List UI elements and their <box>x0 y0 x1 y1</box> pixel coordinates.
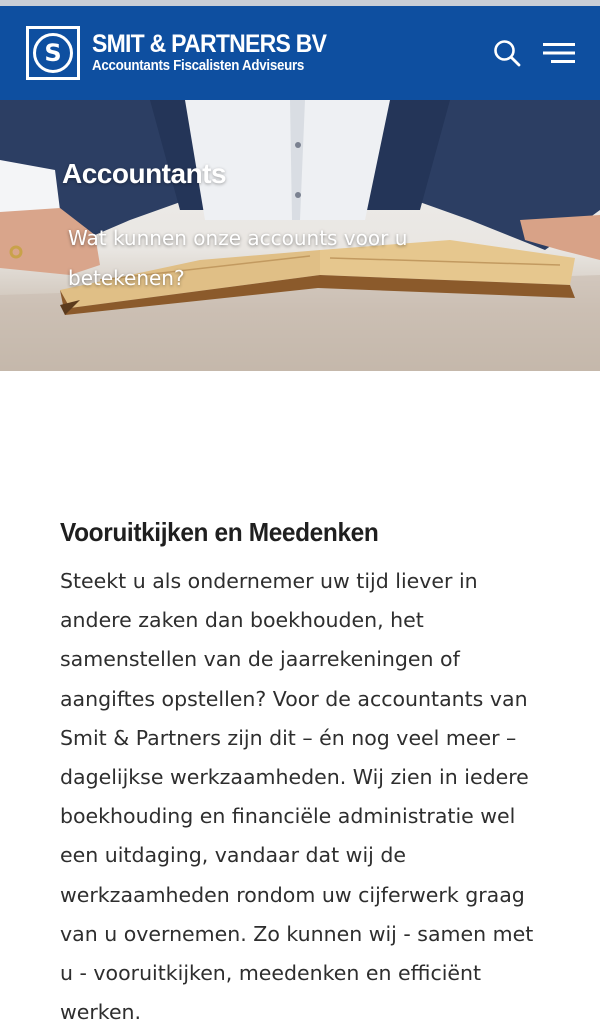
brand-text <box>92 31 347 75</box>
brand-tagline: Accountants Fiscalisten Adviseurs <box>92 58 305 74</box>
logo-letter: S <box>33 33 73 73</box>
search-button[interactable] <box>490 36 524 70</box>
site-header <box>0 6 600 100</box>
hero-banner <box>0 100 600 371</box>
logo-icon <box>26 26 80 80</box>
section-heading: Vooruitkijken en Meedenken <box>60 517 379 547</box>
main-content <box>0 371 600 1032</box>
menu-button[interactable] <box>542 36 576 70</box>
page-title: Accountants <box>62 158 227 189</box>
search-icon <box>493 39 521 67</box>
hamburger-menu-icon <box>543 41 575 65</box>
header-actions <box>490 36 576 70</box>
page-subtitle: Wat kunnen onze accounts voor u betekenen? <box>68 226 408 290</box>
section-body: Steekt u als ondernemer uw tijd liever in andere zaken dan boekhouden, het samenstellen van de jaarrekeningen of aangiftes opstellen? Voor de accountants van Smit & Partners zijn dit – én nog veel meer – dagelijkse werkzaamheden. Wij zien in iedere boekhouding en financiële administratie wel een uitdaging, vandaar dat wij de werkzaamheden rondom uw cijferwerk graag van u overnemen. Zo kunnen wij - samen met u - vooruitkijken, meedenken en efficiënt werken. <box>60 569 534 1025</box>
brand-logo-link[interactable] <box>26 26 347 80</box>
brand-name: SMIT & PARTNERS BV <box>92 30 327 58</box>
